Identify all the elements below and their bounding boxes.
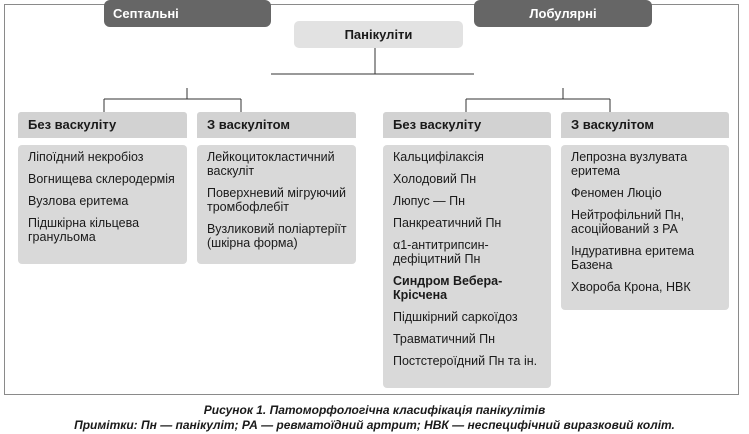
list-item: Вузлова еритема	[28, 194, 129, 208]
list-item: Поверхневий мігруючий тромбофлебіт	[207, 186, 346, 214]
list-item: α1-антитрипсин-дефіцитний Пн	[393, 238, 489, 266]
list-item: Травматичний Пн	[393, 332, 496, 346]
list-item: Ліпоїдний некробіоз	[28, 150, 144, 164]
category-lobular: Лобулярні	[474, 0, 652, 27]
list-item: Хвороба Крона, НВК	[571, 280, 691, 294]
list-item: Холодовий Пн	[393, 172, 477, 186]
column-septal-with-vasculitis	[197, 112, 356, 264]
list-item: Лейкоцитокластичний васкуліт	[207, 150, 335, 178]
list-item: Лепрозна вузлувата еритема	[571, 150, 688, 178]
list-item: Вузликовий поліартеріїт (шкірна форма)	[207, 222, 347, 250]
column-header: З васкулітом	[197, 112, 356, 138]
root-node: Панікуліти	[294, 21, 463, 48]
list-item: Вогнищева склеродермія	[28, 172, 175, 186]
column-body	[561, 145, 729, 310]
list-item: Феномен Люціо	[571, 186, 662, 200]
list-item: Панкреатичний Пн	[393, 216, 502, 230]
category-septal: Септальні	[104, 0, 271, 27]
list-item: Підшкірний саркоїдоз	[393, 310, 518, 324]
column-header: Без васкуліту	[18, 112, 187, 138]
column-header: Без васкуліту	[383, 112, 551, 138]
list-item: Постстероїдний Пн та ін.	[393, 354, 538, 368]
list-item: Індуративна еритема Базена	[571, 244, 695, 272]
column-lobular-without-vasculitis	[383, 112, 551, 388]
column-body	[18, 145, 187, 264]
figure-caption-title: Рисунок 1. Патоморфологічна класифікація панікулітів	[203, 403, 546, 417]
list-item: Синдром Вебера-Крісчена	[393, 274, 503, 302]
list-item: Люпус — Пн	[393, 194, 466, 208]
column-body	[383, 145, 551, 388]
list-item: Кальцифілаксія	[393, 150, 484, 164]
column-header: З васкулітом	[561, 112, 729, 138]
column-septal-without-vasculitis	[18, 112, 187, 264]
list-item: Нейтрофільний Пн, асоційований з РА	[571, 208, 685, 236]
list-item: Підшкірна кільцева гранульома	[28, 216, 140, 244]
figure-caption-note: Примітки: Пн — панікуліт; РА — ревматоїдний артрит; НВК — неспецифічний виразковий коліт.	[74, 418, 675, 432]
column-body	[197, 145, 356, 264]
column-lobular-with-vasculitis	[561, 112, 729, 310]
